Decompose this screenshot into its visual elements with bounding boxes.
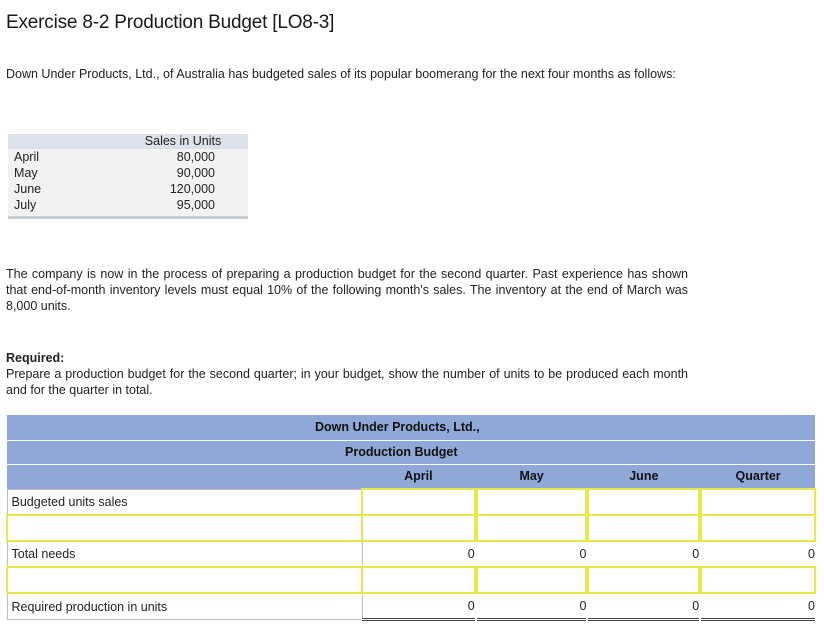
quarter-total-needs: 0 [701,541,815,567]
april-beginning-inventory-input[interactable] [362,567,475,593]
may-total-needs: 0 [477,541,587,567]
sales-row-may [8,165,248,181]
may-beginning-inventory-input[interactable] [477,567,587,593]
required-label: Required: [6,351,65,365]
quarter-sales-input[interactable] [701,489,815,515]
sales-row-june [8,181,248,197]
row-total-needs [7,541,815,567]
budget-header-company [7,415,815,440]
budgeted-sales-label: Budgeted units sales [7,489,362,515]
sales-table [8,134,248,219]
budget-company-name: Down Under Products, Ltd., [315,420,480,435]
quarter-beginning-inventory-input[interactable] [701,567,815,593]
sales-units: 90,000 [176,166,215,180]
june-required-production: 0 [588,593,699,620]
column-may: May [519,469,544,484]
context-paragraph: The company is now in the process of preparing a production budget for the second quarter. Past experience has shown that end-of-month inventory levels must equal 10% of the following month's sales. The inventory at the end of March was 8,000 units. [6,267,688,313]
row-ending-inventory [7,515,815,541]
sales-month: May [14,166,38,180]
june-ending-inventory-input[interactable] [588,515,699,541]
column-june: June [629,469,659,484]
total-needs-label: Total needs [7,541,362,567]
required-text: Prepare a production budget for the second quarter; in your budget, show the number of units to be produced each month and for the quarter in total. [6,367,688,397]
sales-units: 95,000 [176,198,215,212]
sales-month: April [14,150,40,164]
budget-column-headers [7,464,815,489]
budget-header-blank [7,464,362,489]
sales-month: July [14,198,37,212]
budget-header-title [7,440,815,464]
may-sales-input[interactable] [477,489,587,515]
sales-table-header: Sales in Units [118,134,248,149]
required-production-label: Required production in units [7,593,362,620]
quarter-required-production: 0 [701,593,815,620]
required-section [6,350,688,398]
april-total-needs: 0 [362,541,475,567]
sales-units: 80,000 [176,150,215,164]
april-ending-inventory-input[interactable] [362,515,475,541]
june-beginning-inventory-input[interactable] [588,567,699,593]
row-beginning-inventory [7,567,815,593]
budget-title: Production Budget [345,445,458,459]
beginning-inventory-label-input[interactable] [7,567,362,593]
production-budget-table [6,415,816,621]
june-total-needs: 0 [588,541,699,567]
june-sales-input[interactable] [588,489,699,515]
may-required-production: 0 [477,593,587,620]
page-title: Exercise 8-2 Production Budget [LO8-3] [6,12,335,33]
sales-row-april [8,149,248,165]
row-budgeted-units-sales [7,489,815,515]
intro-paragraph: Down Under Products, Ltd., of Australia has budgeted sales of its popular boomerang for the next four months as follows: [6,67,676,81]
column-quarter: Quarter [735,469,781,484]
row-required-production [7,593,815,620]
quarter-ending-inventory-input[interactable] [701,515,815,541]
april-required-production: 0 [362,593,475,620]
sales-row-july [8,197,248,218]
april-sales-input[interactable] [362,489,475,515]
column-april: April [404,469,433,484]
sales-month: June [14,182,42,196]
sales-units: 120,000 [169,182,215,196]
may-ending-inventory-input[interactable] [477,515,587,541]
sales-table-corner [8,134,118,149]
ending-inventory-label-input[interactable] [7,515,362,541]
